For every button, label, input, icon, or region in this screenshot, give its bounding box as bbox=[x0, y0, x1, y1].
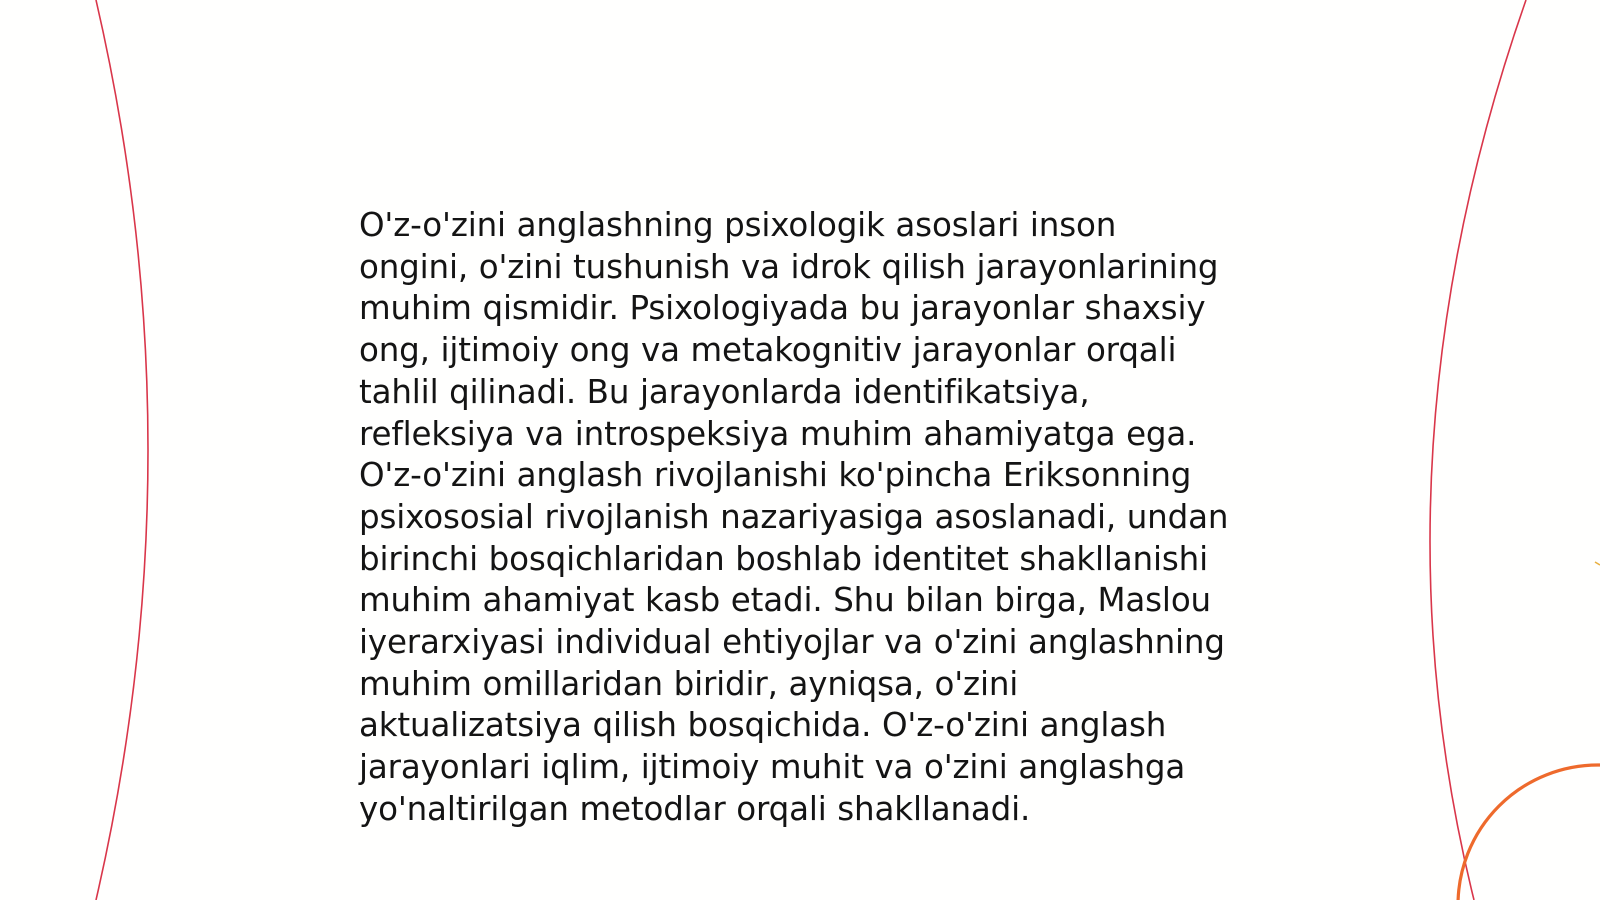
edge-tick-mark bbox=[1595, 562, 1600, 565]
paragraph-line: tahlil qilinadi. Bu jarayonlarda identifikatsiya, bbox=[359, 372, 1090, 411]
paragraph-line: birinchi bosqichlaridan boshlab identitet shakllanishi bbox=[359, 539, 1208, 578]
paragraph-line: yo'naltirilgan metodlar orqali shakllanadi. bbox=[359, 789, 1031, 828]
accent-circle-arc bbox=[1458, 765, 1600, 900]
paragraph-line: ongini, o'zini tushunish va idrok qilish jarayonlarining bbox=[359, 247, 1219, 286]
paragraph-line: aktualizatsiya qilish bosqichida. O'z-o'zini anglash bbox=[359, 706, 1167, 745]
paragraph-line: psixososial rivojlanish nazariyasiga asoslanadi, undan bbox=[359, 497, 1229, 536]
body-paragraph bbox=[359, 205, 1259, 831]
paragraph-line: iyerarxiyasi individual ehtiyojlar va o'zini anglashning bbox=[359, 623, 1225, 662]
paragraph-line: muhim ahamiyat kasb etadi. Shu bilan birga, Maslou bbox=[359, 581, 1211, 620]
paragraph-line: muhim omillaridan biridir, ayniqsa, o'zini bbox=[359, 664, 1019, 703]
paragraph-line: O'z-o'zini anglashning psixologik asoslari inson bbox=[359, 206, 1117, 244]
right-curve-line bbox=[1430, 0, 1526, 900]
paragraph-line: muhim qismidir. Psixologiyada bu jarayonlar shaxsiy bbox=[359, 289, 1206, 328]
paragraph-line: refleksiya va introspeksiya muhim ahamiyatga ega. bbox=[359, 414, 1197, 453]
paragraph-line: ong, ijtimoiy ong va metakognitiv jarayonlar orqali bbox=[359, 331, 1177, 370]
paragraph-line: O'z-o'zini anglash rivojlanishi ko'pincha Eriksonning bbox=[359, 456, 1192, 495]
paragraph-line: jarayonlari iqlim, ijtimoiy muhit va o'zini anglashga bbox=[359, 748, 1186, 787]
left-curve-line bbox=[96, 0, 148, 900]
